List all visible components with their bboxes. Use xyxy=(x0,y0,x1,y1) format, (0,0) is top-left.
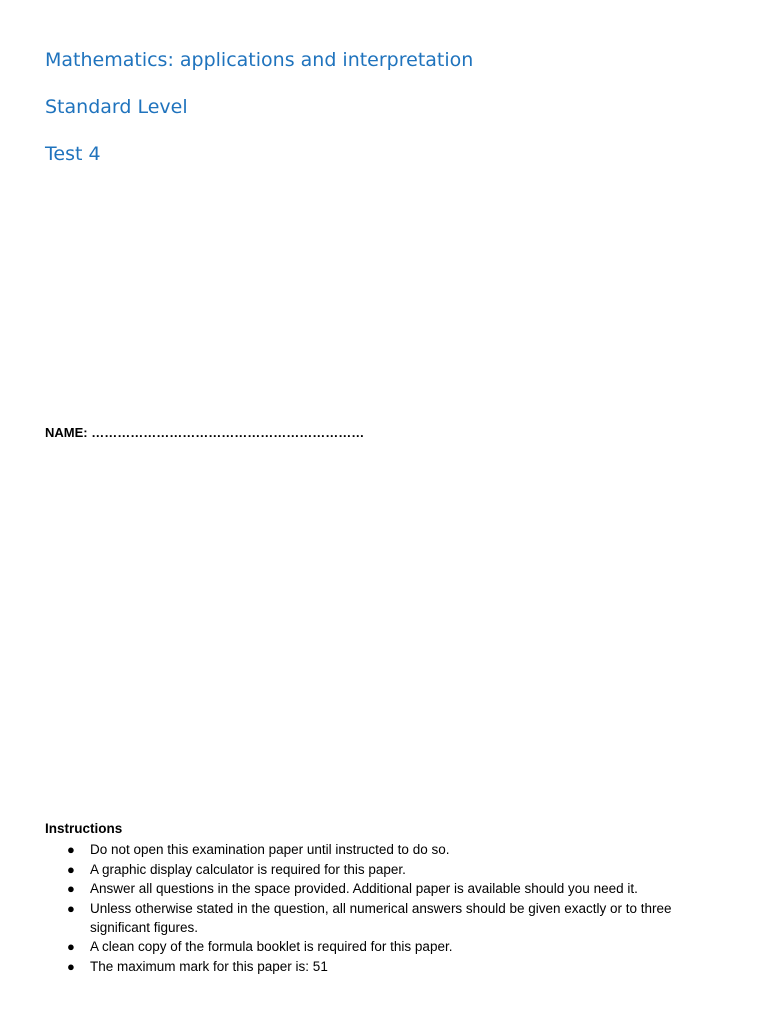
list-item xyxy=(45,937,705,956)
document-level: Standard Level xyxy=(45,96,188,118)
bullet-icon: ● xyxy=(67,842,75,857)
bullet-icon: ● xyxy=(67,939,75,954)
instruction-text: A clean copy of the formula booklet is required for this paper. xyxy=(90,939,453,954)
instruction-text: Answer all questions in the space provided. Additional paper is available should you need it. xyxy=(90,881,638,896)
list-item xyxy=(45,840,705,859)
list-item xyxy=(45,860,705,879)
bullet-icon: ● xyxy=(67,881,75,896)
bullet-icon: ● xyxy=(67,958,75,974)
name-field xyxy=(45,425,364,441)
list-item xyxy=(45,957,705,976)
bullet-icon: ● xyxy=(67,861,75,877)
name-label: NAME: xyxy=(45,425,88,440)
bullet-icon: ● xyxy=(67,900,75,916)
document-title: Mathematics: applications and interpretation xyxy=(45,49,474,71)
list-item xyxy=(45,879,705,898)
instruction-text: The maximum mark for this paper is: 51 xyxy=(90,958,328,974)
document-test-number: Test 4 xyxy=(45,143,101,165)
instruction-text: Do not open this examination paper until instructed to do so. xyxy=(90,842,450,857)
list-item xyxy=(45,899,705,937)
instruction-text: A graphic display calculator is required for this paper. xyxy=(90,861,406,877)
instructions-section xyxy=(45,820,705,976)
instructions-heading: Instructions xyxy=(45,821,123,836)
instruction-text: Unless otherwise stated in the question, all numerical answers should be given exactly or to three significant figures. xyxy=(90,900,672,935)
instructions-list xyxy=(45,840,705,976)
name-dots: ……………………………………………………… xyxy=(91,425,365,440)
